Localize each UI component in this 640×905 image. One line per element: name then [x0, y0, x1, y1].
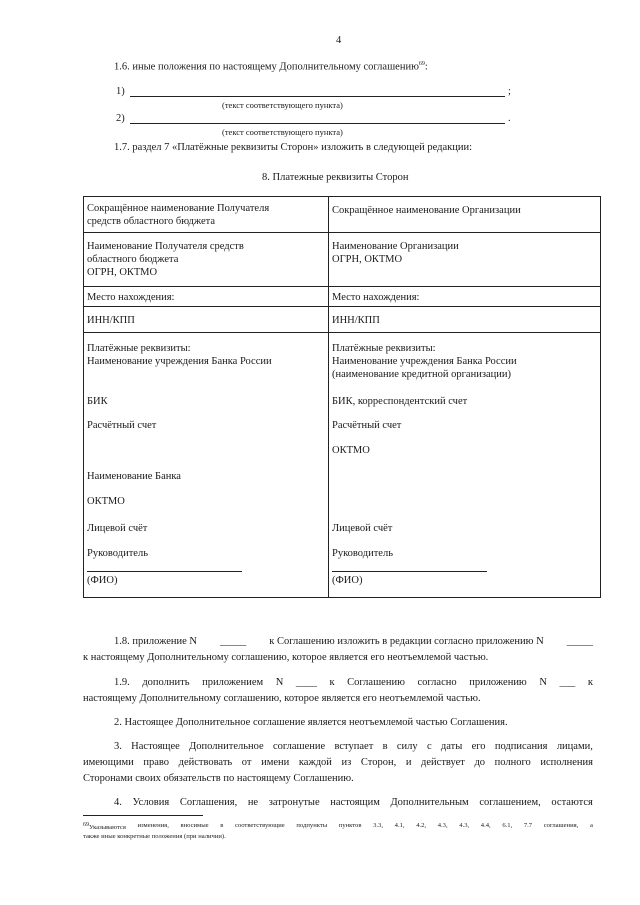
item-3-line-2 — [83, 757, 593, 768]
left-location-cell — [84, 287, 329, 307]
item-4-word: Дополнительным — [390, 797, 469, 808]
left-full-name-cell — [84, 233, 329, 287]
footnote-word: Указываются — [89, 824, 126, 832]
item-1-9-word: дополнить — [142, 677, 190, 688]
right-bik: БИК, корреспондентский счет — [332, 396, 468, 407]
item-3-word: и — [405, 757, 412, 768]
right-full-name-cell — [329, 233, 601, 287]
item-3-word: Сторон, — [360, 757, 397, 768]
footnote-line-1 — [83, 822, 593, 831]
left-full-name-line-1: Наименование Получателя средств — [87, 241, 244, 252]
item-1-9-word: 1.9. — [114, 677, 130, 688]
item-1-9-word: N — [275, 677, 284, 688]
footnote-word: соглашения, — [543, 822, 579, 829]
footnote-word: вносимые — [180, 822, 209, 829]
footnote-separator — [83, 815, 203, 816]
page-number: 4 — [336, 35, 342, 46]
item-3-word: до — [474, 757, 486, 768]
item-1-8-part-2: к Соглашению изложить в редакции согласно приложению N — [269, 636, 544, 647]
footnote-word: 7.7 — [523, 822, 533, 829]
item-3-word: право — [143, 757, 170, 768]
left-ogrn-oktmo: ОГРН, ОКТМО — [87, 267, 158, 278]
left-bank-name: Наименование Банка — [87, 471, 181, 482]
item-3-word: полного — [494, 757, 531, 768]
item-3-word: силу — [396, 741, 418, 752]
footnote-word: 4.1, — [394, 822, 405, 829]
item-3-word: даты — [440, 741, 463, 752]
item-3-word: лицами, — [556, 741, 593, 752]
blank-2-end: . — [508, 113, 511, 124]
item-1-9-word: Соглашению — [347, 677, 405, 688]
left-full-name-line-2: областного бюджета — [87, 254, 179, 265]
right-location-cell — [329, 287, 601, 307]
item-3-word: вступает — [334, 741, 374, 752]
item-3-word: имеющими — [83, 757, 134, 768]
right-credit-org: (наименование кредитной организации) — [332, 369, 511, 380]
footnote-word: 4.3, — [459, 822, 470, 829]
item-3-word: его — [471, 741, 486, 752]
left-account: Расчётный счет — [87, 420, 157, 431]
item-1-8-blank-2: _____ — [566, 636, 593, 647]
left-oktmo: ОКТМО — [87, 496, 125, 507]
footnote-word: а — [589, 822, 593, 829]
item-1-9-word: ____ — [295, 677, 317, 688]
blank-1-caption: (текст соответствующего пункта) — [222, 100, 343, 110]
item-3-word: Дополнительное — [189, 741, 264, 752]
left-bank-of-russia: Наименование учреждения Банка России — [87, 356, 272, 367]
footnote-word: 6.1, — [502, 822, 513, 829]
left-short-name-cell — [84, 197, 329, 233]
item-1-9-word: к — [329, 677, 335, 688]
item-1-8-line-1 — [114, 636, 593, 647]
item-1-9-word: приложению — [469, 677, 527, 688]
item-4-word: 4. — [114, 797, 122, 808]
item-3-word: от — [241, 757, 252, 768]
left-short-name-line-2: средств областного бюджета — [87, 216, 216, 227]
item-4-word: настоящим — [330, 797, 380, 808]
blank-1-line — [130, 96, 505, 97]
item-1-6 — [114, 61, 428, 73]
item-2: 2. Настоящее Дополнительное соглашение является неотъемлемой частью Соглашения. — [114, 717, 508, 728]
left-short-name-line-1: Сокращённое наименование Получателя — [87, 203, 270, 214]
right-short-name-cell — [329, 197, 601, 233]
item-3-word: действует — [421, 757, 465, 768]
footnote-first-word — [83, 822, 126, 831]
item-3-word: действовать — [178, 757, 233, 768]
footnote-word: 4.2, — [416, 822, 427, 829]
item-3-word: подписания — [494, 741, 548, 752]
right-personal-account: Лицевой счёт — [332, 523, 393, 534]
item-4-word: затронутые — [268, 797, 320, 808]
item-1-9-line-2: настоящему Дополнительному соглашению, которое является его неотъемлемой частью. — [83, 693, 481, 704]
left-inn-kpp-cell — [84, 307, 329, 333]
footnote-ref: 69 — [418, 61, 425, 67]
item-3-line-3: Сторонами своих обязательств по настоящему Соглашению. — [83, 773, 354, 784]
right-short-name-line-1: Сокращённое наименование Организации — [332, 205, 521, 216]
blank-1-end: ; — [508, 86, 511, 97]
footnote-number: 69 — [83, 822, 89, 828]
blank-2-caption: (текст соответствующего пункта) — [222, 127, 343, 137]
item-1-9-word: ___ — [559, 677, 576, 688]
item-3-word: имени — [261, 757, 290, 768]
right-payment-heading: Платёжные реквизиты: — [332, 343, 436, 354]
blank-1-number: 1) — [116, 86, 125, 97]
item-1-8-blank-1: _____ — [220, 636, 247, 647]
footnote-word: 4.4, — [480, 822, 491, 829]
item-1-9-line-1 — [114, 677, 593, 688]
footnote-word: 3.3, — [373, 822, 384, 829]
footnote-word: соответствующие — [235, 822, 285, 829]
footnote-word: в — [220, 822, 224, 829]
item-1-8-part-1: 1.8. приложение N — [114, 636, 197, 647]
left-inn-kpp: ИНН/КПП — [87, 315, 135, 326]
left-payment-cell — [84, 333, 329, 598]
left-payment-heading: Платёжные реквизиты: — [87, 343, 191, 354]
item-3-word: в — [382, 741, 388, 752]
footnote-word: 4.3, — [437, 822, 448, 829]
item-3-word: Настоящее — [131, 741, 180, 752]
item-3-word: соглашение — [272, 741, 326, 752]
right-payment-cell — [329, 333, 601, 598]
item-1-9-word: согласно — [417, 677, 457, 688]
item-4-word: остаются — [551, 797, 593, 808]
left-head: Руководитель — [87, 548, 148, 559]
item-1-9-word: приложением — [202, 677, 264, 688]
item-3-line-1 — [114, 741, 593, 752]
item-4-word: Условия — [132, 797, 170, 808]
item-3-word: из — [341, 757, 352, 768]
right-location: Место нахождения: — [332, 292, 420, 303]
blank-2-number: 2) — [116, 113, 125, 124]
item-1-9-word: N — [539, 677, 547, 688]
left-location: Место нахождения: — [87, 292, 175, 303]
item-1-6-text: 1.6. иные положения по настоящему Дополнительному соглашению — [114, 61, 419, 73]
item-3-word: с — [426, 741, 432, 752]
item-1-6-tail: : — [424, 61, 428, 73]
footnote-word: подпункты — [296, 822, 328, 829]
right-bank-of-russia: Наименование учреждения Банка России — [332, 356, 517, 367]
item-1-8-line-2: к настоящему Дополнительному соглашению, которое является его неотъемлемой частью. — [83, 652, 489, 663]
left-signature-line — [87, 571, 242, 572]
item-4-word: не — [247, 797, 259, 808]
right-ogrn-oktmo: ОГРН, ОКТМО — [332, 254, 403, 265]
right-fio: (ФИО) — [332, 575, 363, 586]
footnote-word: пунктов — [338, 822, 362, 829]
item-3-word: каждой — [298, 757, 332, 768]
right-inn-kpp-cell — [329, 307, 601, 333]
item-4-word: соглашением, — [479, 797, 541, 808]
footnote-line-2: также иные конкретные положения (при наличии). — [83, 833, 226, 840]
item-3-word: исполнения — [540, 757, 593, 768]
section-title: 8. Платежные реквизиты Сторон — [262, 172, 409, 183]
item-4 — [114, 797, 593, 808]
requisites-table — [83, 196, 601, 598]
right-account: Расчётный счет — [332, 420, 402, 431]
right-full-name-line-1: Наименование Организации — [332, 241, 459, 252]
item-1-9-word: к — [587, 677, 593, 688]
item-4-word: Соглашения, — [179, 797, 238, 808]
item-3-word: 3. — [114, 741, 122, 752]
left-fio: (ФИО) — [87, 575, 118, 586]
right-head: Руководитель — [332, 548, 393, 559]
footnote-word: изменения, — [137, 822, 169, 829]
left-personal-account: Лицевой счёт — [87, 523, 148, 534]
right-inn-kpp: ИНН/КПП — [332, 315, 380, 326]
item-1-7: 1.7. раздел 7 «Платёжные реквизиты Сторон» изложить в следующей редакции: — [114, 142, 473, 153]
left-bik: БИК — [87, 396, 108, 407]
right-oktmo: ОКТМО — [332, 445, 370, 456]
blank-2-line — [130, 123, 505, 124]
right-signature-line — [332, 571, 487, 572]
